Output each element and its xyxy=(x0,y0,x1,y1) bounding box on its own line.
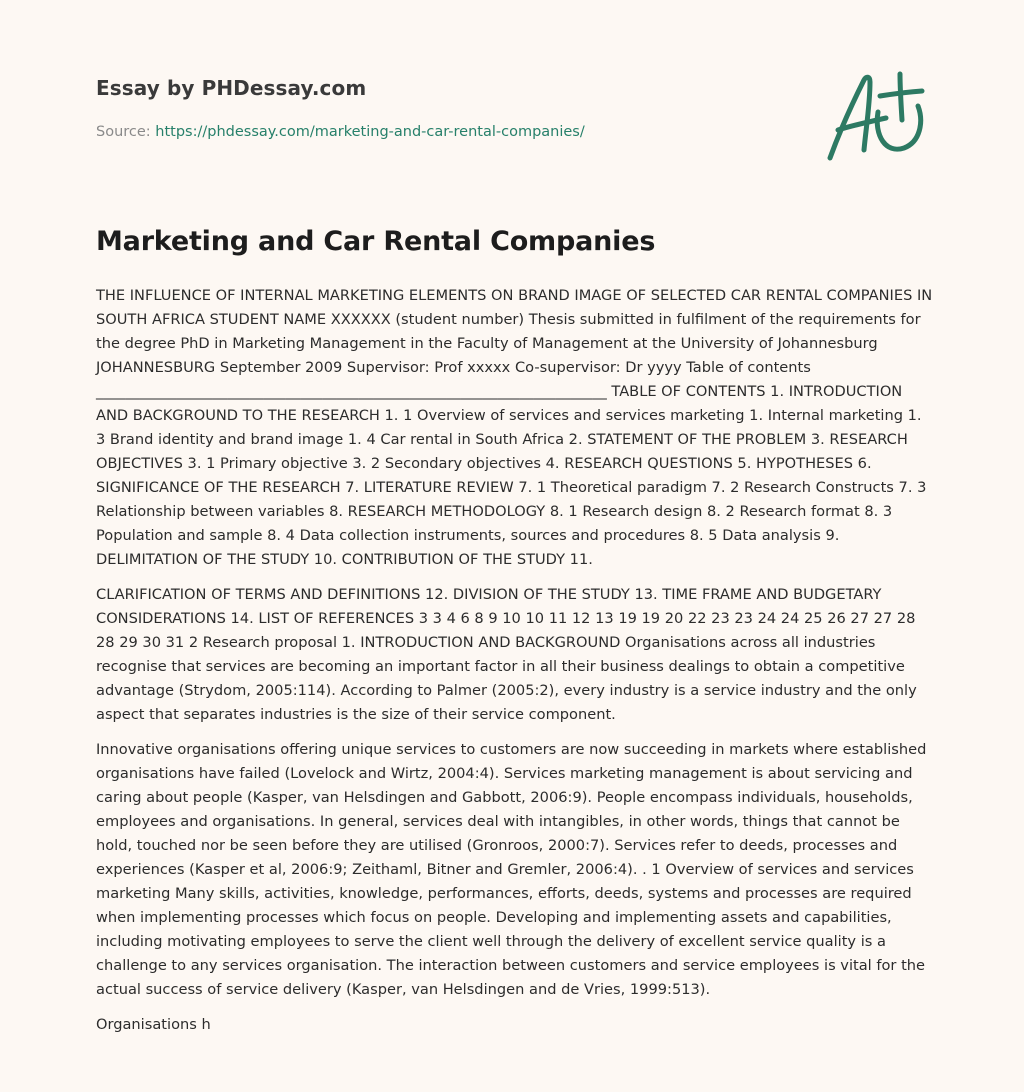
essay-paragraph: THE INFLUENCE OF INTERNAL MARKETING ELEMENTS ON BRAND IMAGE OF SELECTED CAR RENTAL COMPANIES IN SOUTH AFRICA STUDENT NAME XXXXXX (student number) Thesis submitted in fulfilment of the requirements for the degree PhD in Marketing Management in the Faculty of Management at the University of Johannesburg JOHANNESBURG September 2009 Supervisor: Prof xxxxx Co-supervisor: Dr yyyy Table of contents ______________________________________________________________________ TABLE OF CONTENTS 1. INTRODUCTION AND BACKGROUND TO THE RESEARCH 1. 1 Overview of services and services marketing 1. Internal marketing 1. 3 Brand identity and brand image 1. 4 Car rental in South Africa 2. STATEMENT OF THE PROBLEM 3. RESEARCH OBJECTIVES 3. 1 Primary objective 3. 2 Secondary objectives 4. RESEARCH QUESTIONS 5. HYPOTHESES 6. SIGNIFICANCE OF THE RESEARCH 7. LITERATURE REVIEW 7. 1 Theoretical paradigm 7. 2 Research Constructs 7. 3 Relationship between variables 8. RESEARCH METHODOLOGY 8. 1 Research design 8. 2 Research format 8. 3 Population and sample 8. 4 Data collection instruments, sources and procedures 8. 5 Data analysis 9. DELIMITATION OF THE STUDY 10. CONTRIBUTION OF THE STUDY 11. xyxy=(96,287,933,568)
essay-title: Marketing and Car Rental Companies xyxy=(96,226,656,257)
source-line xyxy=(96,124,585,140)
essay-paragraph: CLARIFICATION OF TERMS AND DEFINITIONS 12. DIVISION OF THE STUDY 13. TIME FRAME AND BUDGETARY CONSIDERATIONS 14. LIST OF REFERENCES 3 3 4 6 8 9 10 10 11 12 13 19 19 20 22 23 23 24 24 25 26 27 27 28 28 29 30 31 2 Research proposal 1. INTRODUCTION AND BACKGROUND Organisations across all industries recognise that services are becoming an important factor in all their business dealings to obtain a competitive advantage (Strydom, 2005:114). According to Palmer (2005:2), every industry is a service industry and the only aspect that separates industries is the size of their service component. xyxy=(96,586,917,723)
source-link[interactable]: https://phdessay.com/marketing-and-car-rental-companies/ xyxy=(155,124,585,140)
source-label: Source: xyxy=(96,124,151,140)
essay-body xyxy=(96,284,934,1048)
a-plus-logo-graphic xyxy=(820,66,932,166)
site-brand: Essay by PHDessay.com xyxy=(96,76,367,100)
essay-paragraph: Organisations h xyxy=(96,1016,211,1033)
site-header xyxy=(96,76,366,100)
a-plus-grade-icon xyxy=(820,66,932,166)
essay-paragraph: Innovative organisations offering unique services to customers are now succeeding in markets where established organisations have failed (Lovelock and Wirtz, 2004:4). Services marketing management is about servicing and caring about people (Kasper, van Helsdingen and Gabbott, 2006:9). People encompass individuals, households, employees and organisations. In general, services deal with intangibles, in other words, things that cannot be hold, touched nor be seen before they are utilised (Gronroos, 2000:7). Services refer to deeds, processes and experiences (Kasper et al, 2006:9; Zeithaml, Bitner and Gremler, 2006:4). . 1 Overview of services and services marketing Many skills, activities, knowledge, performances, efforts, deeds, systems and processes are required when implementing processes which focus on people. Developing and implementing assets and capabilities, including motivating employees to serve the client well through the delivery of excellent service quality is a challenge to any services organisation. The interaction between customers and service employees is vital for the actual success of service delivery (Kasper, van Helsdingen and de Vries, 1999:513). xyxy=(96,741,927,998)
